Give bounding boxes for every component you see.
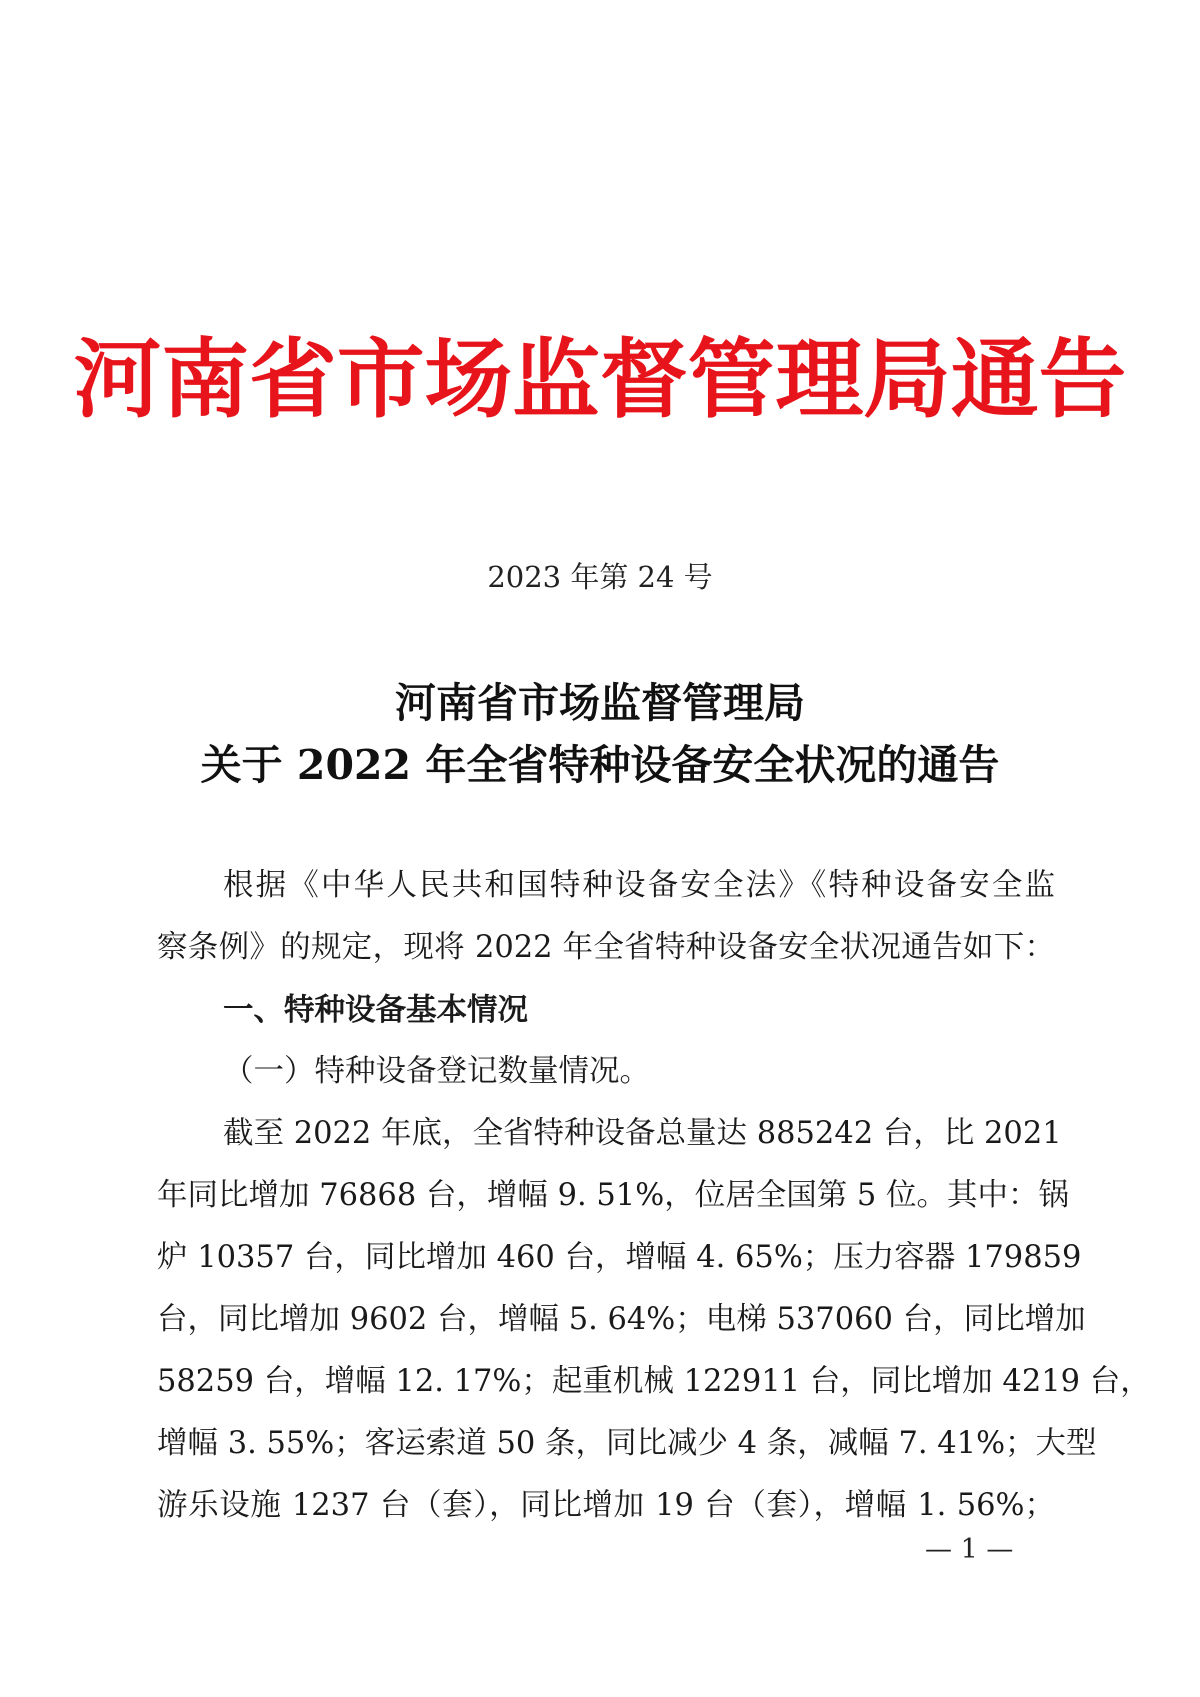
title-line-1: 河南省市场监督管理局	[395, 679, 805, 727]
subsection-heading: （一）特种设备登记数量情况。	[223, 1054, 650, 1089]
paragraph-line-7: 游乐设施 1237 台（套），同比增加 19 台（套），增幅 1. 56%；	[157, 1488, 1055, 1523]
paragraph-line-6: 增幅 3. 55%；客运索道 50 条，同比减少 4 条，减幅 7. 41%；大型	[157, 1426, 1097, 1461]
title-line-2: 关于 2022 年全省特种设备安全状况的通告	[200, 741, 1000, 789]
section-heading: 一、特种设备基本情况	[223, 992, 528, 1028]
paragraph-line-4: 台，同比增加 9602 台，增幅 5. 64%；电梯 537060 台，同比增加	[157, 1302, 1086, 1337]
masthead-title: 河南省市场监督管理局通告	[73, 329, 1127, 430]
document-title	[0, 672, 1200, 796]
paragraph-line-3: 炉 10357 台，同比增加 460 台，增幅 4. 65%；压力容器 179859	[157, 1240, 1082, 1275]
intro-line-1: 根据《中华人民共和国特种设备安全法》《特种设备安全监	[223, 868, 1055, 903]
paragraph-line-2: 年同比增加 76868 台，增幅 9. 51%，位居全国第 5 位。其中：锅	[157, 1178, 1069, 1213]
paragraph-line-5: 58259 台，增幅 12. 17%；起重机械 122911 台，同比增加 4219 台，	[157, 1364, 1151, 1399]
document-body	[157, 855, 1151, 1537]
paragraph-line-1: 截至 2022 年底，全省特种设备总量达 885242 台，比 2021	[223, 1116, 1062, 1151]
page-number: — 1 —	[925, 1534, 1014, 1565]
document-number: 2023 年第 24 号	[487, 560, 713, 594]
intro-line-2: 察条例》的规定，现将 2022 年全省特种设备安全状况通告如下：	[157, 930, 1055, 965]
